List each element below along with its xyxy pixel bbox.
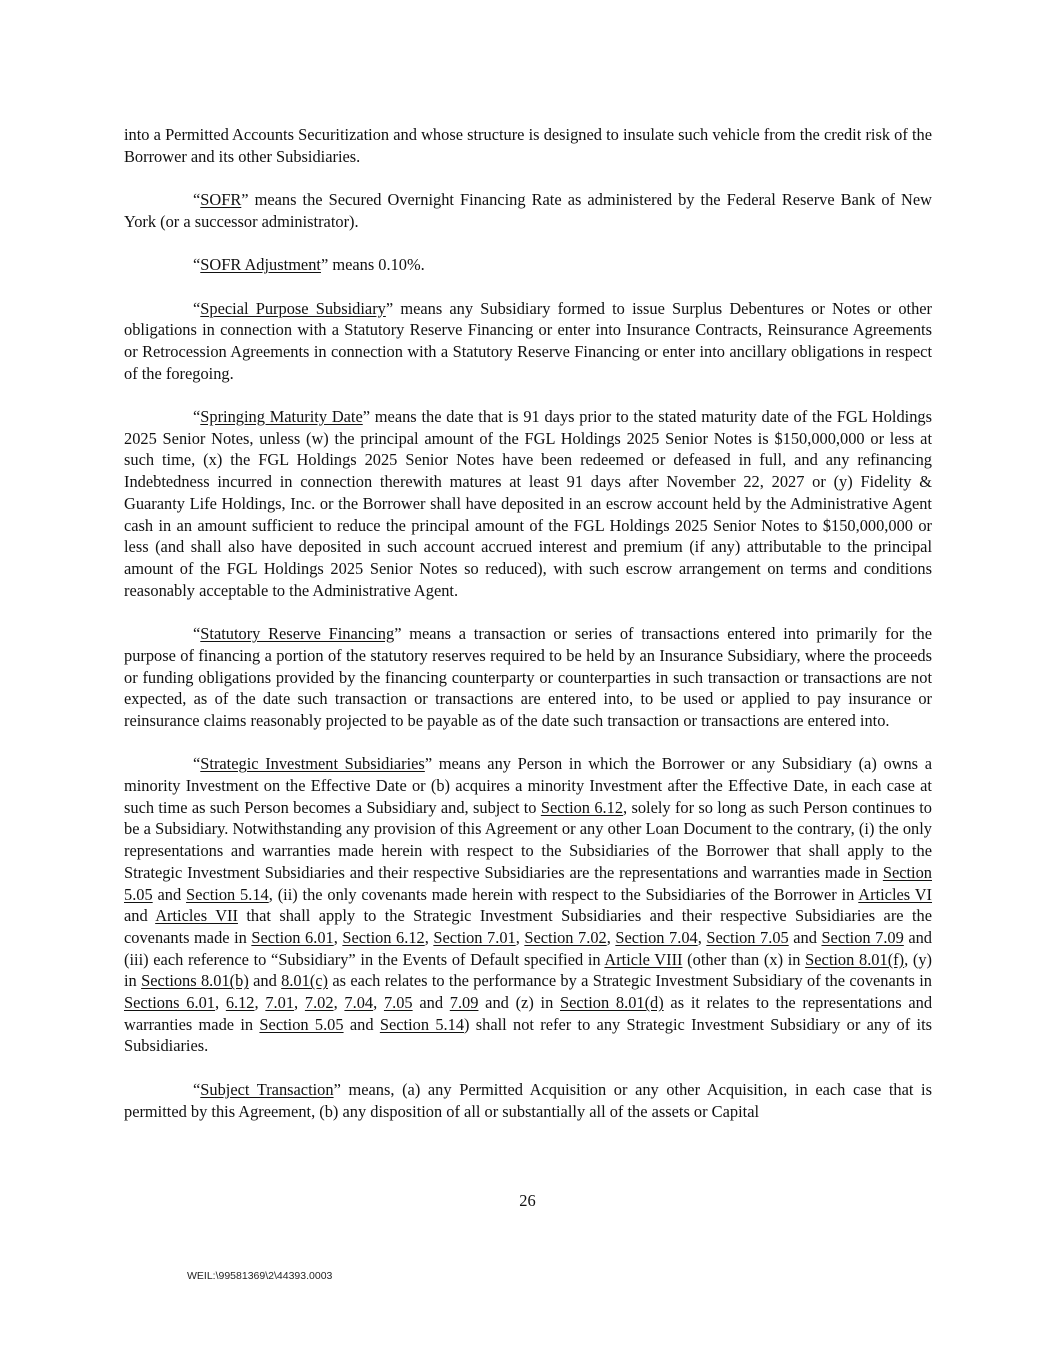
paragraph-text: ” means any Person in which the Borrower or any Subsidiary (a) owns a minority Investment on the Effective Date or (b) acquires a minority Investment after the Effective Date, in each case at such time as such Person becomes a Subsidiary and, subject to <box>124 754 932 817</box>
paragraph-text: ” means the Secured Overnight Financing Rate as administered by the Federal Reserve Bank of New York (or a successor administrator). <box>124 190 932 231</box>
cross-reference: Sections 6.01 <box>124 993 215 1013</box>
cross-reference: Section 5.05 <box>259 1014 344 1034</box>
definition-paragraph <box>124 189 932 232</box>
cross-reference: Section 6.01 <box>251 927 334 947</box>
cross-reference: Articles VII <box>155 906 238 926</box>
definition-paragraph <box>124 623 932 732</box>
cross-reference: Section 6.12 <box>540 797 624 817</box>
defined-term: Statutory Reserve Financing <box>200 624 395 644</box>
paragraph-text: ” means a transaction or series of transactions entered into primarily for the purpose of financing a portion of the statutory reserves required to be held by an Insurance Subsidiary, where the proceeds or funding obligations provided by the financing counterparty or counterparties in such transaction or transactions are not expected, as of the date such transaction or transactions are entered into, to be used or applied to pay insurance or reinsurance claims reasonably projected to be payable as of the date such transaction or transactions are entered into. <box>124 624 932 730</box>
defined-term: SOFR Adjustment <box>200 255 321 275</box>
paragraph-text: and <box>412 993 450 1013</box>
cross-reference: Section 7.05 <box>706 927 789 947</box>
definition-paragraph <box>124 124 932 167</box>
paragraph-text: , <box>515 927 525 947</box>
cross-reference: 7.05 <box>383 993 413 1013</box>
paragraph-text: and (iii) each reference to “Subsidiary” in the Events of Default specified in <box>124 927 932 969</box>
paragraph-text: , <box>373 993 384 1013</box>
cross-reference: Section 7.04 <box>615 927 698 947</box>
paragraph-text: (other than (x) in <box>682 949 806 969</box>
paragraph-text: ” means 0.10%. <box>320 255 425 275</box>
paragraph-text: and <box>788 927 822 947</box>
cross-reference: 7.09 <box>449 993 479 1013</box>
cross-reference: Section 8.01(f) <box>805 949 905 969</box>
defined-term: Strategic Investment Subsidiaries <box>200 754 425 774</box>
definition-paragraph <box>124 254 932 276</box>
paragraph-text: “ <box>193 624 201 644</box>
defined-term: Subject Transaction <box>200 1079 334 1099</box>
paragraph-text: and (z) in <box>478 993 560 1013</box>
paragraph-text: , <box>424 927 434 947</box>
cross-reference: Article VIII <box>604 949 683 969</box>
cross-reference: Section 5.05 <box>124 862 932 904</box>
paragraph-text: , <box>333 927 343 947</box>
paragraph-text: ” means any Subsidiary formed to issue Surplus Debentures or Notes or other obligations in connection with a Statutory Reserve Financing or enter into Insurance Contracts, Reinsurance Agreements or Retrocession Agreements in connection with a Statutory Reserve Financing or enter into ancillary obligations in respect of the foregoing. <box>124 298 932 383</box>
paragraph-text: as each relates to the performance by a Strategic Investment Subsidiary of the covenants in <box>328 971 932 991</box>
cross-reference: Section 7.02 <box>524 927 607 947</box>
paragraph-text: ” means the date that is 91 days prior to the stated maturity date of the FGL Holdings 2025 Senior Notes, unless (w) the principal amount of the FGL Holdings 2025 Senior Notes is $150,000,000 or less at such time, (x) the FGL Holdings 2025 Senior Notes have been redeemed or defeased in full, and any refinancing Indebtedness incurred in connection therewith matures at least 91 days after November 22, 2027 or (y) Fidelity & Guaranty Life Holdings, Inc. or the Borrower shall have deposited in an escrow account held by the Administrative Agent cash in an amount sufficient to reduce the principal amount of the FGL Holdings 2025 Senior Notes to $150,000,000 or less (and shall also have deposited in such account accrued interest and premium (if any) attributable to the principal amount of the FGL Holdings 2025 Senior Notes so reduced), with such escrow arrangement on terms and conditions reasonably acceptable to the Administrative Agent. <box>124 407 932 600</box>
document-footer-id: WEIL:\99581369\2\44393.0003 <box>187 1270 333 1282</box>
cross-reference: 7.04 <box>344 993 374 1013</box>
cross-reference: Section 5.14 <box>186 884 269 904</box>
defined-term: Springing Maturity Date <box>200 407 363 427</box>
paragraph-text: “ <box>193 298 201 318</box>
paragraph-text: , <box>254 993 266 1013</box>
cross-reference: 8.01(c) <box>281 971 329 991</box>
cross-reference: Section 7.01 <box>433 927 516 947</box>
paragraph-text: , <box>294 993 305 1013</box>
paragraph-text: , <box>697 927 707 947</box>
paragraph-text: , <box>214 993 226 1013</box>
cross-reference: 7.02 <box>304 993 334 1013</box>
definition-paragraph <box>124 298 932 385</box>
paragraph-text: , (ii) the only covenants made herein with respect to the Subsidiaries of the Borrower in <box>268 884 859 904</box>
paragraph-text: “ <box>193 255 201 275</box>
paragraph-text: into a Permitted Accounts Securitization and whose structure is designed to insulate such vehicle from the credit risk of the Borrower and its other Subsidiaries. <box>124 125 932 166</box>
paragraph-text: and <box>124 906 156 926</box>
paragraph-text: “ <box>193 190 201 210</box>
cross-reference: Articles VI <box>858 884 933 904</box>
cross-reference: 6.12 <box>225 993 255 1013</box>
paragraph-text: ) shall not refer to any Strategic Investment Subsidiary or any of its Subsidiaries. <box>124 1014 933 1056</box>
cross-reference: Section 6.12 <box>342 927 425 947</box>
cross-reference: Section 5.14 <box>379 1014 465 1034</box>
paragraph-text: and <box>152 884 187 904</box>
paragraph-text: that shall apply to the Strategic Investment Subsidiaries and their respective Subsidiaries are the covenants made in <box>124 906 932 947</box>
paragraph-text: , (y) in <box>124 949 932 991</box>
definition-paragraph <box>124 753 932 1057</box>
cross-reference: Section 8.01(d) <box>560 993 664 1013</box>
paragraph-text: ” means, (a) any Permitted Acquisition or any other Acquisition, in each case that is permitted by this Agreement, (b) any disposition of all or substantially all of the assets or Capital <box>124 1079 932 1121</box>
paragraph-text: and <box>248 971 282 991</box>
defined-term: Special Purpose Subsidiary <box>200 298 386 318</box>
defined-term: SOFR <box>200 190 242 210</box>
paragraph-text: “ <box>193 754 201 774</box>
cross-reference: 7.01 <box>265 993 295 1013</box>
page-number: 26 <box>519 1191 536 1210</box>
document-body <box>124 124 932 1144</box>
paragraph-text: , <box>606 927 616 947</box>
paragraph-text: “ <box>193 407 201 427</box>
paragraph-text: and <box>343 1014 380 1034</box>
paragraph-text: “ <box>193 1079 201 1099</box>
cross-reference: Section 7.09 <box>821 927 904 947</box>
paragraph-text: , solely for so long as such Person continues to be a Subsidiary. Notwithstanding any provision of this Agreement or any other Loan Document to the contrary, (i) the only representations and warranties made herein with respect to the Subsidiaries of the Borrower that shall apply to the Strategic Investment Subsidiaries and their respective Subsidiaries are the representations and warranties made in <box>124 797 932 882</box>
definition-paragraph <box>124 1079 932 1122</box>
paragraph-text: , <box>333 993 345 1013</box>
paragraph-text: as it relates to the representations and warranties made in <box>124 993 933 1034</box>
cross-reference: Sections 8.01(b) <box>141 971 249 991</box>
definition-paragraph <box>124 406 932 601</box>
